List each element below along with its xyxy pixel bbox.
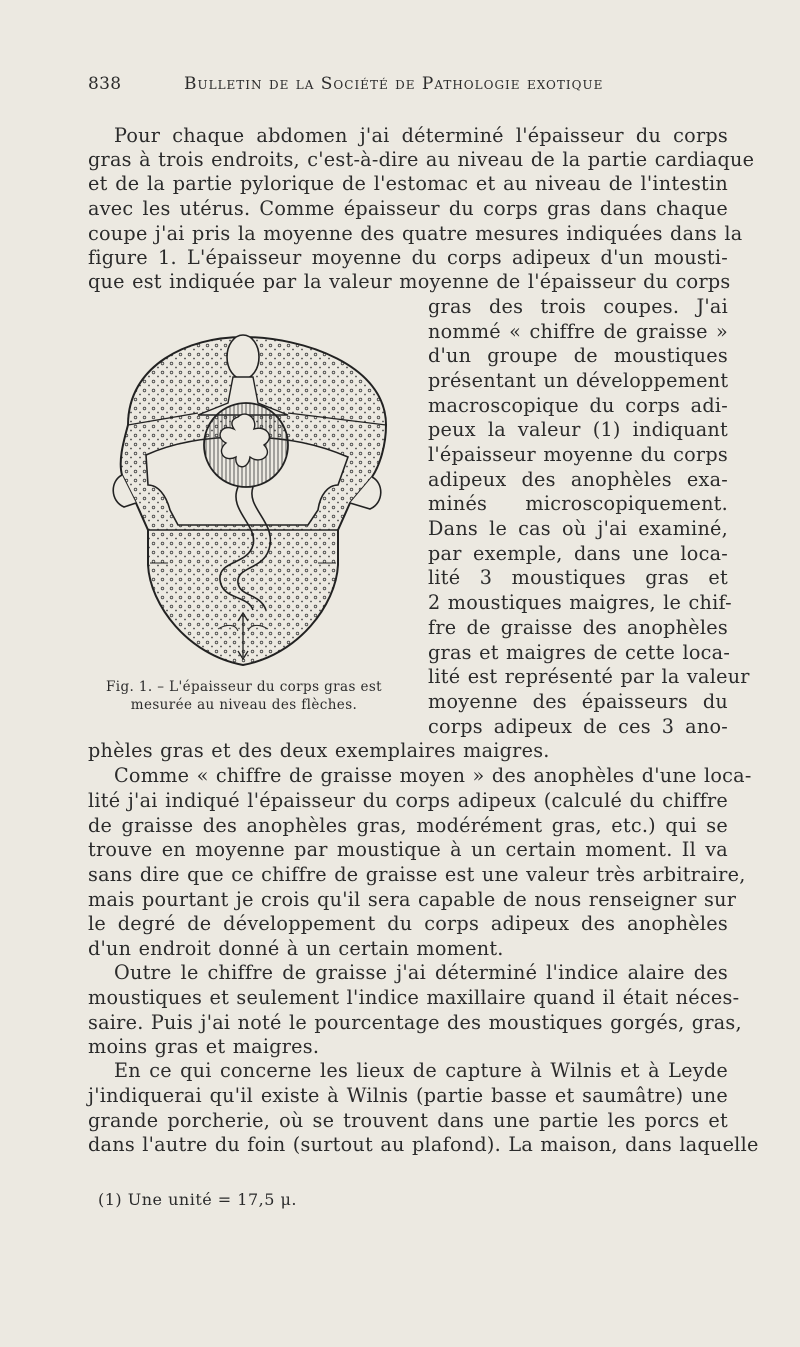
text-line: coupe j'ai pris la moyenne des quatre mesures indiquées dans la [88, 222, 743, 245]
figure-caption [88, 678, 400, 714]
text-line: l'épaisseur moyenne du corps [428, 443, 728, 466]
text-line: saire. Puis j'ai noté le pourcentage des moustiques gorgés, gras, [88, 1011, 742, 1034]
figure-1 [88, 325, 398, 685]
text-line: d'un groupe de moustiques [428, 344, 728, 367]
text-line: gras à trois endroits, c'est-à-dire au niveau de la partie cardiaque [88, 148, 755, 171]
text-line: trouve en moyenne par moustique à un certain moment. Il va [88, 838, 728, 861]
text-line: lité 3 moustiques gras et [428, 566, 728, 589]
text-line: et de la partie pylorique de l'estomac et au niveau de l'intestin [88, 172, 728, 195]
text-line: nommé « chiffre de graisse » [428, 320, 728, 343]
text-line: de graisse des anophèles gras, modérément gras, etc.) qui se [88, 814, 728, 837]
text-line: macroscopique du corps adi- [428, 394, 728, 417]
text-line: 2 moustiques maigres, le chif- [428, 591, 732, 614]
text-line: moyenne des épaisseurs du [428, 690, 728, 713]
text-line: j'indiquerai qu'il existe à Wilnis (partie basse et saumâtre) une [88, 1084, 728, 1107]
text-line: par exemple, dans une loca- [428, 542, 728, 565]
text-line: Outre le chiffre de graisse j'ai déterminé l'indice alaire des [114, 961, 728, 984]
text-line: Pour chaque abdomen j'ai déterminé l'épaisseur du corps [114, 124, 728, 147]
text-line: peux la valeur (1) indiquant [428, 418, 728, 441]
text-line: moustiques et seulement l'indice maxillaire quand il était néces- [88, 986, 740, 1009]
text-line: avec les utérus. Comme épaisseur du corps gras dans chaque [88, 197, 728, 220]
text-line: d'un endroit donné à un certain moment. [88, 937, 504, 960]
text-line: fre de graisse des anophèles [428, 616, 728, 639]
text-line: moins gras et maigres. [88, 1035, 320, 1058]
text-line: gras et maigres de cette loca- [428, 641, 731, 664]
figure-caption-line: mesurée au niveau des flèches. [130, 697, 358, 713]
text-line: corps adipeux de ces 3 ano- [428, 715, 728, 738]
text-line: lité est représenté par la valeur [428, 665, 750, 688]
text-line: phèles gras et des deux exemplaires maigres. [88, 739, 550, 762]
text-line: sans dire que ce chiffre de graisse est une valeur très arbitraire, [88, 863, 746, 886]
text-line: que est indiquée par la valeur moyenne de l'épaisseur du corps [88, 270, 731, 293]
text-line: le degré de développement du corps adipeux des anophèles [88, 912, 728, 935]
text-line: gras des trois coupes. J'ai [428, 295, 728, 318]
page-number: 838 [88, 74, 122, 94]
abdomen-cross-section-drawing [88, 325, 398, 675]
footnote: (1) Une unité = 17,5 μ. [98, 1190, 297, 1209]
text-line: dans l'autre du foin (surtout au plafond). La maison, dans laquelle [88, 1133, 759, 1156]
text-line: figure 1. L'épaisseur moyenne du corps adipeux d'un mousti- [88, 246, 728, 269]
text-line: Comme « chiffre de graisse moyen » des anophèles d'une loca- [114, 764, 752, 787]
text-line: minés microscopiquement. [428, 492, 728, 515]
text-line: Dans le cas où j'ai examiné, [428, 517, 728, 540]
text-line: mais pourtant je crois qu'il sera capable de nous renseigner sur [88, 888, 737, 911]
text-line: présentant un développement [428, 369, 729, 392]
text-line: grande porcherie, où se trouvent dans une partie les porcs et [88, 1109, 728, 1132]
figure-caption-line: Fig. 1. – L'épaisseur du corps gras est [105, 679, 382, 695]
text-line: adipeux des anophèles exa- [428, 468, 728, 491]
running-title: Bulletin de la Société de Pathologie exotique [184, 74, 604, 94]
running-header [88, 74, 738, 98]
text-line: En ce qui concerne les lieux de capture à Wilnis et à Leyde [114, 1059, 728, 1082]
text-line: lité j'ai indiqué l'épaisseur du corps adipeux (calculé du chiffre [88, 789, 728, 812]
